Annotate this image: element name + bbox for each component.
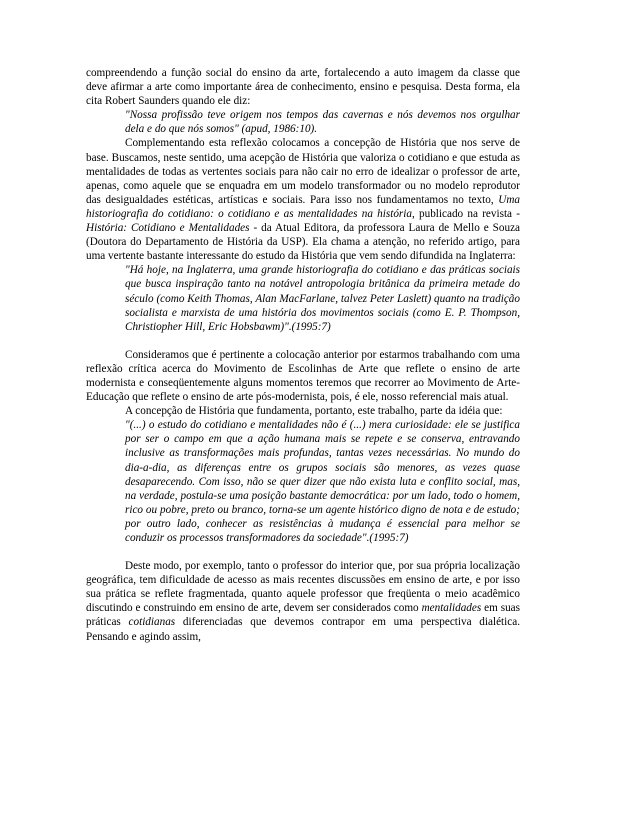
- journal-title: História: Cotidiano e Mentalidades: [86, 222, 250, 235]
- text-segment: Complementando esta reflexão colocamos a concepção de História que nos serve de base. Buscamos, neste sentido, uma acepção de História que valoriza o cotidiano e que estuda as mentalidades de todas as vertentes sociais para não cair no erro de idealizar o professor de arte, apenas, como aquele que se enquadra em um modelo transformador ou no modelo reprodutor das desigualdades estéticas, artísticas e sociais. Para isso nos fundamentamos no texto,: [86, 137, 520, 206]
- paragraph-consider: Consideramos que é pertinente a colocação anterior por estarmos trabalhando com uma reflexão crítica acerca do Movimento de Escolinhas de Arte que reflete o ensino de arte modernista e conseqüentemente alguns momentos teremos que recorrer ao Movimento de Arte-Educação que reflete o ensino de arte pós-modernista, pois, é ele, nosso referencial mais atual.: [86, 348, 520, 404]
- emphasis-cotidianas: cotidianas: [128, 616, 176, 629]
- paragraph-deste-modo: [86, 559, 520, 644]
- text-segment: - da Atual Editora, da professora Laura de Mello e Souza (Doutora do Departamento de História da USP). Ela chama a atenção, no referido artigo, para uma vertente bastante interessante do estudo da História que vem sendo difundida na Inglaterra:: [86, 222, 520, 263]
- document-page: [86, 66, 520, 644]
- quote-england: "Há hoje, na Inglaterra, uma grande historiografia do cotidiano e das práticas sociais que busca inspiração tanto na notável antropologia britânica da primeira metade do século (como Keith Thomas, Alan MacFarlane, talvez Peter Laslett) quanto na tradição socialista e marxista de uma história dos movimentos sociais (como E. P. Thompson, Christiopher Hill, Eric Hobsbawm)".(1995:7): [125, 264, 520, 333]
- text-segment: diferenciadas que devemos contrapor em uma perspectiva dialética. Pensando e agindo assim,: [86, 616, 520, 643]
- paragraph-intro: compreendendo a função social do ensino da arte, fortalecendo a auto imagem da classe que deve afirmar a arte como importante área de conhecimento, ensino e pesquisa. Desta forma, ela cita Robert Saunders quando ele diz:: [86, 67, 520, 108]
- paragraph-concept: A concepção de História que fundamenta, portanto, este trabalho, parte da idéia que:: [125, 405, 503, 418]
- text-segment: Deste modo, por exemplo, tanto o professor do interior que, por sua própria localização geográfica, tem dificuldade de acesso as mais recentes discussões em ensino de arte, e por isso sua prática se reflete fragmentada, quanto aquele professor que freqüenta o meio acadêmico discutindo e construindo em ensino de arte, devem ser considerados como: [86, 560, 520, 615]
- paragraph-history-concept: [86, 136, 520, 263]
- text-segment: em suas práticas: [86, 602, 520, 629]
- emphasis-mentalidades: mentalidades: [421, 602, 482, 615]
- quote-cotidiano: "(...) o estudo do cotidiano e mentalidades não é (...) mera curiosidade: ele se justifica por ser o campo em que a ação humana mais se repete e se conserva, entravando inclusive as transformações mais profundas, tantas vezes necessárias. No mundo do dia-a-dia, as diferenças entre os grupos sociais são menores, as vezes quase desaparecendo. Com isso, não se quer dizer que não exista luta e conflito social, mas, na verdade, postula-se uma posição bastante democrática: por um lado, todo o homem, rico ou pobre, preto ou branco, torna-se um agente histórico digno de nota e de estudo; por outro lado, conhecer as resistências à mudança é essencial para melhor se conduzir os processos transformadores da sociedade".(1995:7): [125, 419, 520, 544]
- text-segment: , publicado na revista -: [411, 207, 520, 220]
- article-title: Uma historiografia do cotidiano: o cotidiano e as mentalidades na história: [86, 193, 520, 220]
- spacer: [86, 334, 520, 348]
- spacer: [86, 545, 520, 559]
- quote-saunders: "Nossa profissão teve origem nos tempos das cavernas e nós devemos nos orgulhar dela e do que nós somos" (apud, 1986:10).: [125, 109, 520, 136]
